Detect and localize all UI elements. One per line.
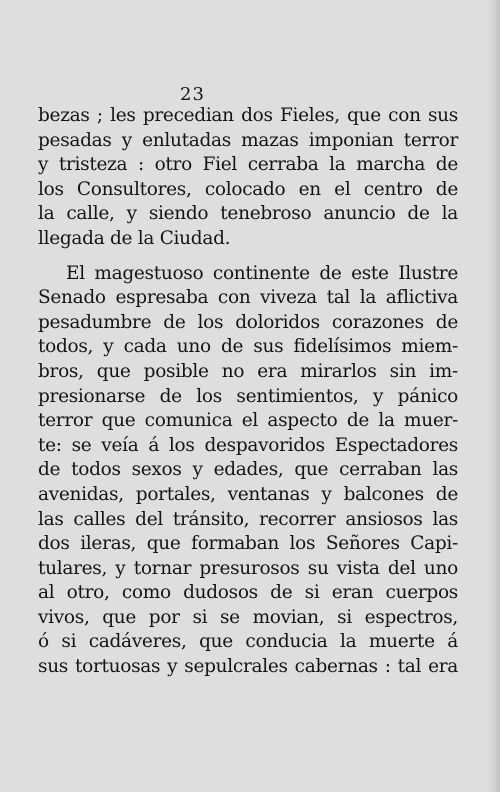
text-line: bros, que posible no era mirarlos sin im- xyxy=(38,360,458,382)
text-line: de todos sexos y edades, que cerraban las xyxy=(38,459,458,481)
paragraph-1 xyxy=(38,104,458,252)
text-line: las calles del tránsito, recorrer ansiosos las xyxy=(38,508,458,530)
text-line: te: se veía á los despavoridos Espectadores xyxy=(38,434,458,456)
text-line: al otro, como dudosos de si eran cuerpos xyxy=(38,582,458,604)
text-line: los Consultores, colocado en el centro de xyxy=(38,178,458,200)
text-line: y tristeza : otro Fiel cerraba la marcha de xyxy=(38,154,458,176)
text-line: vivos, que por si se movian, si espectros, xyxy=(38,606,458,628)
paragraph-gap xyxy=(38,252,458,262)
text-line: avenidas, portales, ventanas y balcones de xyxy=(38,483,458,505)
text-line: tulares, y tornar presurosos su vista del uno xyxy=(38,557,458,579)
text-line: la calle, y siendo tenebroso anuncio de la xyxy=(38,203,458,225)
page-number: 23 xyxy=(180,84,205,105)
body-text xyxy=(38,104,458,680)
text-line: ó si cadáveres, que conducia la muerte á xyxy=(38,631,458,653)
text-line: presionarse de los sentimientos, y pánico xyxy=(38,385,458,407)
text-line: Senado espresaba con viveza tal la aflictiva xyxy=(38,287,458,309)
text-line: terror que comunica el aspecto de la muer- xyxy=(38,410,458,432)
paragraph-2 xyxy=(38,262,458,680)
text-line: llegada de la Ciudad. xyxy=(38,227,231,249)
text-line: bezas ; les precedian dos Fieles, que con sus xyxy=(38,105,458,126)
text-line: pesadumbre de los doloridos corazones de xyxy=(38,311,458,333)
page-edge-shadow xyxy=(488,0,500,792)
text-line: El magestuoso continente de este Ilustre xyxy=(66,262,458,284)
text-line: pesadas y enlutadas mazas imponian terror xyxy=(38,129,458,151)
text-line: dos ileras, que formaban los Señores Capi- xyxy=(38,533,458,555)
text-line: sus tortuosas y sepulcrales cabernas : tal era xyxy=(38,656,458,678)
text-line: todos, y cada uno de sus fidelísimos miem- xyxy=(38,336,458,358)
